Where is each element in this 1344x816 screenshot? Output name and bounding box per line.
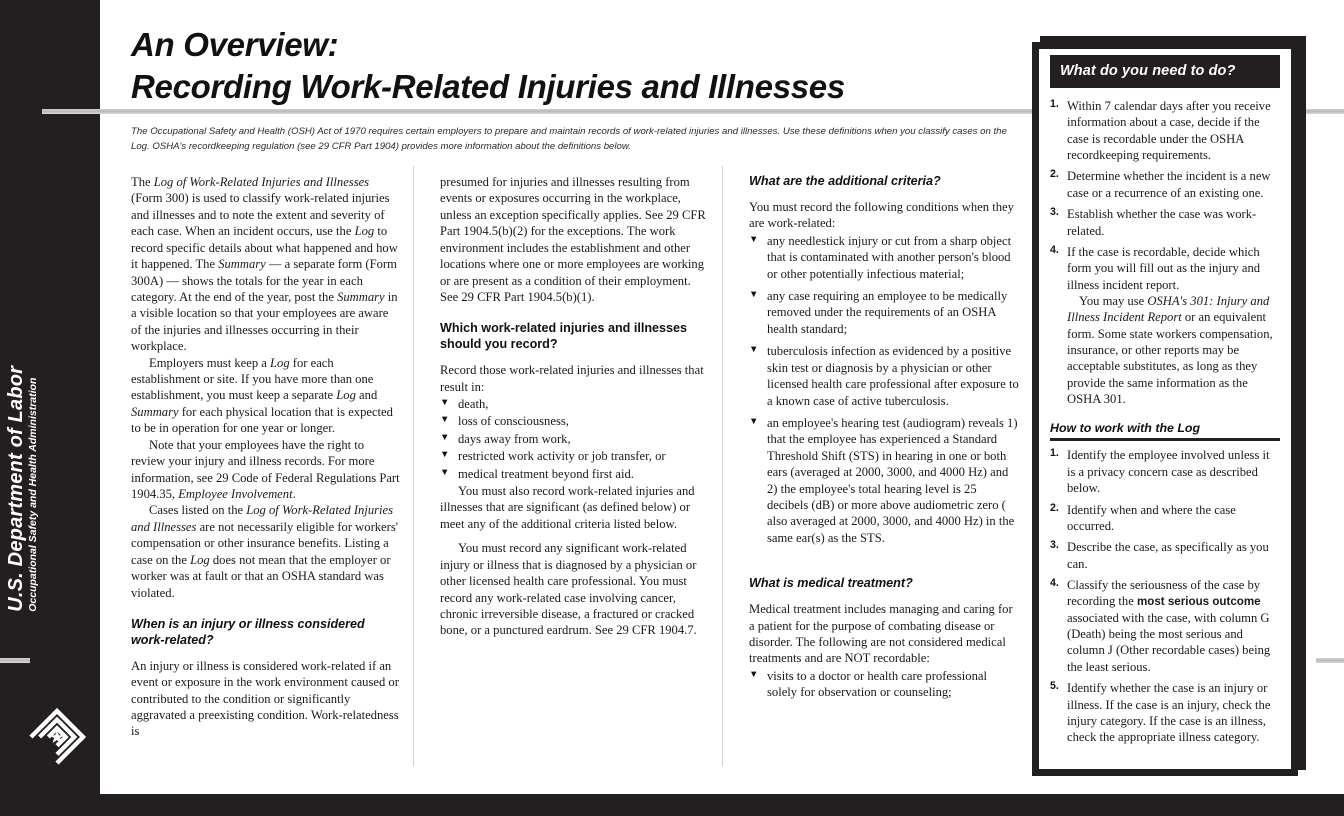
mid-rule-right: [1316, 658, 1344, 663]
callout-title: What do you need to do?: [1060, 63, 1236, 79]
agency-sidebar: [0, 0, 100, 794]
right-margin-strip: [1316, 0, 1344, 816]
list-item: [1050, 502, 1280, 535]
item-number: 3.: [1050, 539, 1059, 552]
item-number: 4.: [1050, 243, 1059, 256]
body-columns: [131, 174, 1021, 774]
column-divider-1: [413, 166, 414, 766]
list-item: [1050, 447, 1280, 496]
item-text: Describe the case, as specifically as you can.: [1067, 540, 1269, 571]
item-number: 4.: [1050, 576, 1059, 589]
list-item: ▼ medical treatment beyond first aid.: [440, 466, 710, 482]
list-item: [1050, 168, 1280, 201]
callout-section-2-title: How to work with the Log: [1050, 421, 1280, 441]
column-3: [749, 174, 1019, 702]
callout-box-content: [1039, 49, 1291, 769]
c3-bullet-list-2: [749, 668, 1019, 701]
c1-heading: When is an injury or illness considered work-related?: [131, 616, 365, 647]
list-item: [1050, 244, 1280, 293]
item-text: Classify the seriousness of the case by recording the most serious outcome associated with the case, with column G (Death) being the most serious and column J (Other recordable cases) being the least serious.: [1067, 577, 1271, 674]
list-item: ▼ restricted work activity or job transfer, or: [440, 448, 710, 464]
c2-para-3: You must also record work-related injuries and illnesses that are significant (as defined below) or meet any of the additional criteria listed below.: [440, 484, 695, 531]
agency-line-1: U.S. Department of Labor: [5, 365, 28, 612]
callout-steps-list-1: [1050, 98, 1280, 293]
c3-para-1: You must record the following conditions when they are work-related:: [749, 199, 1014, 231]
list-item: ▼ visits to a doctor or health care professional solely for observation or counseling;: [749, 668, 1019, 701]
list-item: [1050, 539, 1280, 572]
item-number: 1.: [1050, 447, 1059, 460]
list-item: ▼ any needlestick injury or cut from a sharp object that is contaminated with another person's blood or other potentially infectious material;: [749, 233, 1019, 282]
page-title: [131, 24, 1011, 107]
item-number: 2.: [1050, 501, 1059, 514]
column-2: [440, 174, 710, 639]
header-rule-left: [42, 109, 1054, 114]
c1-para-4: Cases listed on the Log of Work-Related Injuries and Illnesses are not necessarily eligible for workers' compensation or other insurance benefits. Listing a case on the Log does not mean that the employer or worker was at fault or that an OSHA standard was violated.: [131, 503, 399, 600]
item-text: Establish whether the case was work-related.: [1067, 207, 1257, 238]
item-number: 1.: [1050, 98, 1059, 110]
item-text: If the case is recordable, decide which form you will fill out as the injury and illness incident report.: [1067, 244, 1261, 292]
document-subtitle: The Occupational Safety and Health (OSH) Act of 1970 requires certain employers to prepare and maintain records of work-related injuries and illnesses. Use these definitions when you classify cases on the Log. OSHA's recordkeeping regulation (see 29 CFR Part 1904) provides more information about the definitions below.: [131, 126, 1007, 152]
column-divider-2: [722, 166, 723, 766]
agency-line-2: Occupational Safety and Health Administration: [27, 377, 40, 612]
callout-title-bar: [1050, 55, 1280, 88]
list-item: ▼ an employee's hearing test (audiogram) reveals 1) that the employee has experienced a Standard Threshold Shift (STS) in hearing in one or both ears (averaged at 2000, 3000, and 4000 Hz) and 2) the employee's total hearing level is 25 decibels (dB) or more above audiometric zero ( also averaged at 2000, 3000, and 4000 Hz) in the same ear(s) as the STS.: [749, 415, 1019, 546]
list-item: [1050, 577, 1280, 675]
item-text: Identify when and where the case occurred.: [1067, 502, 1236, 533]
list-item: ▼ tuberculosis infection as evidenced by a positive skin test or diagnosis by a physician or other licensed health care professional after exposure to a known case of active tuberculosis.: [749, 343, 1019, 409]
callout-box: [1032, 42, 1298, 776]
item-text: Within 7 calendar days after you receive information about a case, decide if the case is recordable under the OSHA recordkeeping requirements.: [1067, 99, 1271, 163]
list-item: [1050, 680, 1280, 745]
list-item: ▼ loss of consciousness,: [440, 413, 710, 429]
bottom-black-bar: [0, 794, 1344, 816]
item-number: 2.: [1050, 168, 1059, 181]
item-number: 5.: [1050, 680, 1059, 693]
c2-para-4: You must record any significant work-related injury or illness that is diagnosed by a physician or other licensed health care professional. You must record any work-related case involving cancer, chronic irreversible disease, a fractured or cracked bone, or a punctured eardrum. See 29 CFR 1904.7.: [440, 541, 697, 638]
c2-bullet-list: [440, 396, 710, 482]
c1-para-2: Employers must keep a Log for each establishment or site. If you have more than one establishment, you must keep a separate Log and Summary for each physical location that is expected to be in operation for one year or longer.: [131, 355, 393, 436]
list-item: ▼ days away from work,: [440, 431, 710, 447]
c3-para-2: Medical treatment includes managing and caring for a patient for the purpose of combating disease or disorder. The following are not considered medical treatments and are NOT recordable:: [749, 602, 1013, 666]
c1-para-5: An injury or illness is considered work-related if an event or exposure in the work environment caused or contributed to the condition or significantly aggravated a preexisting condition. Work-relatedness is: [131, 658, 399, 739]
list-item: [1050, 206, 1280, 239]
agency-name: [6, 282, 40, 612]
callout-steps-list-2: [1050, 447, 1280, 745]
c2-para-1: presumed for injuries and illnesses resulting from events or exposures occurring in the workplace, unless an exception specifically applies. See 29 CFR Part 1904.5(b)(2) for the exceptions. The work environment includes the establishment and other locations where one or more employees are working or are present as a condition of their employment. See 29 CFR Part 1904.5(b)(1).: [440, 175, 706, 304]
c1-para-3: Note that your employees have the right to review your injury and illness records. For more information, see 29 Code of Federal Regulations Part 1904.35, Employee Involvement.: [131, 437, 400, 502]
list-item: ▼ death,: [440, 396, 710, 412]
c1-para-1: The Log of Work-Related Injuries and Illnesses (Form 300) is used to classify work-related injuries and illnesses and to note the extent and severity of each case. When an incident occurs, use the Log to record specific details about what happened and how it happened. The Summary — a separate form (Form 300A) — shows the totals for the year in each category. At the end of the year, post the Summary in a visible location so that your employees are aware of the injuries and illnesses occurring in their workplace.: [131, 175, 398, 354]
item-text: Identify the employee involved unless it is a privacy concern case as described below.: [1067, 448, 1270, 496]
c3-bullet-list: [749, 233, 1019, 547]
title-line-1: An Overview:: [131, 26, 339, 63]
header-rule-right: [1300, 109, 1344, 114]
c3-heading-1: What are the additional criteria?: [749, 174, 941, 188]
c2-para-2: Record those work-related injuries and illnesses that result in:: [440, 363, 704, 394]
title-line-2: Recording Work-Related Injuries and Illnesses: [131, 67, 845, 105]
callout-item-4-subparagraph: You may use OSHA's 301: Injury and Illness Incident Report or an equivalent form. Some state workers compensation, insurance, or other reports may be acceptable substitutes, as long as they provide the same information as the OSHA 301.: [1067, 293, 1273, 407]
item-number: 3.: [1050, 206, 1059, 219]
item-text: Determine whether the incident is a new case or a recurrence of an existing one.: [1067, 169, 1271, 200]
item-text: Identify whether the case is an injury or illness. If the case is an injury, check the injury category. If the case is an illness, check the appropriate illness category.: [1067, 681, 1271, 745]
c3-heading-2: What is medical treatment?: [749, 576, 913, 591]
c2-heading: Which work-related injuries and illnesses should you record?: [440, 321, 688, 352]
dol-diamond-star-logo: [26, 706, 88, 768]
list-item: [1050, 98, 1280, 163]
list-item: ▼ any case requiring an employee to be medically removed under the requirements of an OSHA health standard;: [749, 288, 1019, 337]
column-1: [131, 174, 401, 740]
